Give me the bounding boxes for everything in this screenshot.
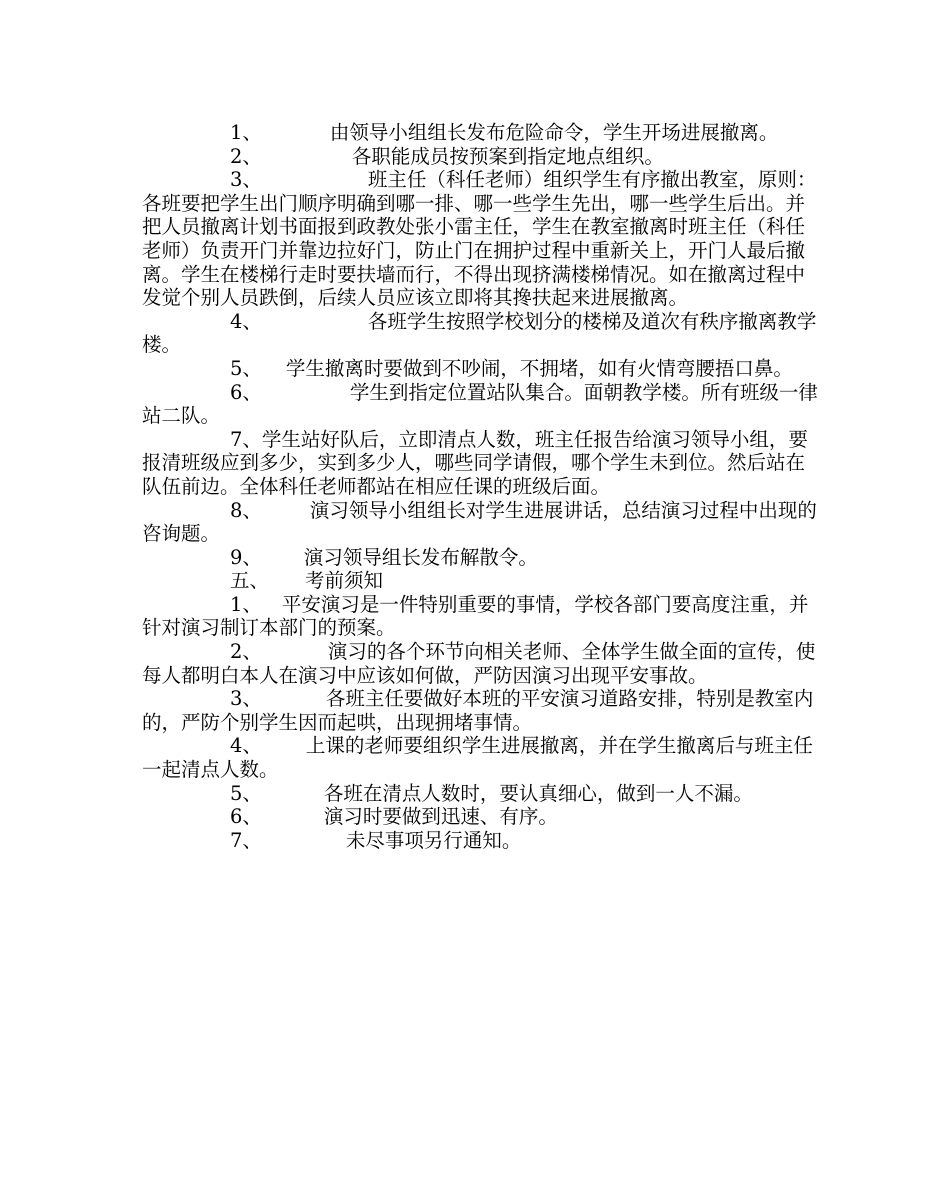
paragraph: [142, 734, 822, 781]
paragraph-number: 2、: [230, 640, 262, 664]
paragraph-text: 演习领导小组组长对学生进展讲话，总结演习过程中出现的咨询题。: [142, 498, 817, 546]
paragraph-number: 3、: [230, 168, 262, 192]
paragraph: [142, 499, 822, 546]
paragraph-number: 4、: [230, 734, 262, 758]
paragraph-text: 演习领导组长发布解散令。: [303, 545, 538, 569]
paragraph: [142, 145, 822, 169]
section-number: 五、: [230, 569, 270, 593]
paragraph-number: 6、: [230, 805, 262, 829]
paragraph-text: 演习时要做到迅速、有序。: [323, 805, 558, 829]
paragraph: [142, 121, 822, 145]
paragraph: [142, 640, 822, 687]
paragraph-number: 5、: [230, 781, 262, 805]
paragraph: [142, 381, 822, 428]
paragraph: [142, 310, 822, 357]
paragraph-text: 未尽事项另行通知。: [345, 828, 522, 852]
paragraph-text: 各职能成员按预案到指定地点组织。: [351, 144, 664, 168]
paragraph-text: 平安演习是一件特别重要的事情，学校各部门要高度注重，并针对演习制订本部门的预案。: [142, 592, 809, 640]
paragraph-number: 4、: [230, 309, 262, 333]
paragraph: [142, 805, 822, 829]
paragraph: [142, 357, 822, 381]
paragraph-number: 5、: [230, 356, 262, 380]
paragraph-text: 学生到指定位置站队集合。面朝教学楼。所有班级一律站二队。: [142, 380, 818, 428]
paragraph: [142, 546, 822, 570]
paragraph-text: 由领导小组组长发布危险命令，学生开场进展撤离。: [329, 121, 779, 144]
paragraph-number: 1、: [230, 121, 262, 144]
paragraph: [142, 782, 822, 806]
paragraph-number: 7、: [230, 427, 262, 451]
paragraph-text: 各班学生按照学校划分的楼梯及道次有秩序撤离教学楼。: [142, 309, 817, 357]
paragraph-number: 2、: [230, 144, 262, 168]
paragraph-text: 学生站好队后，立即清点人数，班主任报告给演习领导小组，要报清班级应到多少，实到多少人，哪些同学请假，哪个学生未到位。然后站在队伍前边。全体科任老师都站在相应任课的班级后面。: [142, 427, 808, 498]
paragraph-number: 3、: [230, 687, 262, 711]
paragraph-number: 8、: [230, 498, 262, 522]
paragraph: [142, 428, 822, 499]
paragraph-number: 9、: [230, 545, 262, 569]
document-body: [142, 121, 822, 852]
paragraph: [142, 687, 822, 734]
paragraph-number: 1、: [230, 592, 262, 616]
paragraph: [142, 829, 822, 853]
paragraph-text: 学生撤离时要做到不吵闹，不拥堵，如有火情弯腰捂口鼻。: [285, 356, 793, 380]
paragraph-text: 各班在清点人数时，要认真细心，做到一人不漏。: [323, 781, 753, 805]
paragraph-text: 班主任（科任老师）组织学生有序撤出教室，原则：各班要把学生出门顺序明确到哪一排、哪一些学生先出，哪一些学生后出。并把人员撤离计划书面报到政教处张小雷主任，学生在教室撤离时班主任（科任老师）负责开门并靠边拉好门，防止门在拥护过程中重新关上，开门人最后撤离。学生在楼梯行走时要扶墙而行，不得出现挤满楼梯情况。如在撤离过程中发觉个别人员跌倒，后续人员应该立即将其搀扶起来进展撤离。: [142, 168, 817, 310]
section-heading: [142, 569, 822, 593]
paragraph-number: 7、: [230, 828, 262, 852]
paragraph: [142, 168, 822, 310]
paragraph-text: 演习的各个环节向相关老师、全体学生做全面的宣传，使每人都明白本人在演习中应该如何做，严防因演习出现平安事故。: [142, 640, 816, 687]
section-title: 考前须知: [305, 569, 384, 593]
paragraph-text: 各班主任要做好本班的平安演习道路安排，特别是教室内的，严防个别学生因而起哄，出现拥堵事情。: [142, 687, 814, 734]
paragraph: [142, 593, 822, 640]
paragraph-number: 6、: [230, 380, 262, 404]
paragraph-text: 上课的老师要组织学生进展撤离，并在学生撤离后与班主任一起清点人数。: [142, 734, 813, 782]
